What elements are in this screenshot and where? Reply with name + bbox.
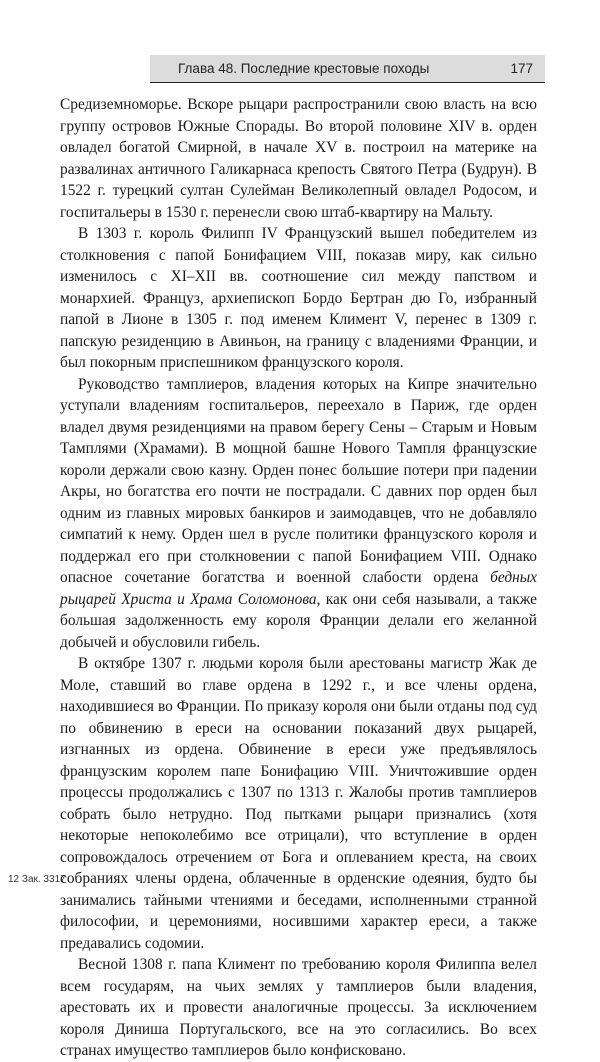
paragraph-3 xyxy=(60,374,537,654)
page-header xyxy=(150,55,545,83)
paragraph-5: Весной 1308 г. папа Климент по требованию короля Филиппа велел всем государям, на чьих землях у тамплиеров были владения, арестовать их и провести аналогичные процессы. За исключением короля Диниша Португальского, все на это согласились. Во всех странах имущество тамплиеров было конфисковано. xyxy=(60,956,537,1059)
paragraph-3-italic-phrase: бедных рыцарей Христа и Храма Соломонова xyxy=(60,569,537,608)
page-number: 177 xyxy=(510,61,533,76)
paragraph-3-end: , как они себя называли, а также большая задолженность ему короля Франции делали его желанной добычей и обусловили гибель. xyxy=(60,590,537,651)
body-text xyxy=(60,94,537,1062)
paragraph-1: Средиземноморье. Вскоре рыцари распространили свою власть на всю группу островов Южные Спорады. Во второй половине XIV в. орден овладел богатой Смирной, в начале XV в. построил на материке на развалинах античного Галикарнаса крепость Святого Петра (Будрун). В 1522 г. турецкий султан Сулейман Великолепный овладел Родосом, и госпитальеры в 1530 г. перенесли свою штаб-квартиру на Мальту. xyxy=(60,96,537,221)
paragraph-4: В октябре 1307 г. людьми короля были арестованы магистр Жак де Моле, ставший во главе ордена в 1292 г., и все члены ордена, находившиеся во Франции. По приказу короля они были отданы под суд по обвинению в ереси на основании показаний двух рыцарей, изгнанных из ордена. Обвинение в ереси уже предъявлялось французским королем папе Бонифацию VIII. Уничтожившие орден процессы продолжались с 1307 по 1313 г. Жалобы против тамплиеров собрать было нетрудно. Под пытками рыцари признались (хотя некоторые непоколебимо все отрицали), что вступление в орден сопровождалось отречением от Бога и оплеванием креста, на своих собраниях члены ордена, облаченные в орденские одеяния, будто бы занимались тайными чтениями и беседами, исполненными странной философии, и церемониями, носившими характер ереси, а также предавались содомии. xyxy=(60,655,537,952)
print-signature-mark: 12 Зак. 3317 xyxy=(8,874,66,885)
paragraph-2: В 1303 г. король Филипп IV Французский вышел победителем из столкновения с папой Бонифацием VIII, показав миру, как сильно изменилось с XI–XII вв. соотношение сил между папством и монархией. Француз, архиепископ Бордо Бертран дю Го, избранный папой в Лионе в 1305 г. под именем Климент V, перенес в 1309 г. папскую резиденцию в Авиньон, на границу с владениями Франции, и был покорным приспешником французского короля. xyxy=(60,225,537,371)
paragraph-3-start: Руководство тамплиеров, владения которых на Кипре значительно уступали владениям госпитальеров, переехало в Париж, где орден владел двумя резиденциями на правом берегу Сены – Старым и Новым Тамплями (Храмами). В мощной башне Нового Тампля французские короли держали свою казну. Орден понес большие потери при падении Акры, но богатства его почти не пострадали. С давних пор орден был одним из главных мировых банкиров и заимодавцев, что не добавляло симпатий к нему. Орден шел в русле политики французского короля и поддержал его при столкновении с папой Бонифацием VIII. Однако опасное сочетание богатства и военной слабости ордена xyxy=(60,375,537,586)
running-title: Глава 48. Последние крестовые походы xyxy=(178,61,430,76)
